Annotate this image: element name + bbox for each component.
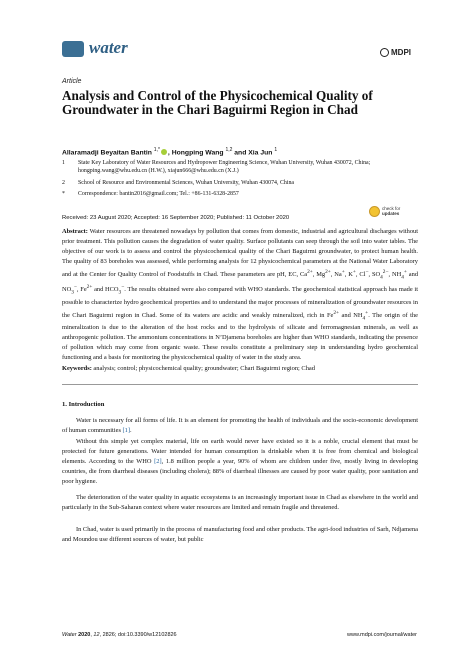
author-and: and — [234, 149, 247, 157]
abstract-sup: 2+ — [333, 309, 340, 316]
abstract-sup: 2− — [382, 269, 389, 275]
abstract-sup: 2+ — [86, 284, 93, 291]
affiliation-text: School of Resource and Environmental Sciences, Wuhan University, Wuhan 430074, China — [78, 180, 295, 186]
abstract-sup: 2+ — [307, 269, 313, 275]
paragraph-text: Without this simple yet complex material, life on earth would never have existed so it is a noble, crucial element that must be protected for future generations. Water intended for human consumption is drinkable when it is free from chemical and biological elements. According to the WHO — [62, 438, 418, 465]
abstract-text: and NO — [62, 271, 419, 294]
paper-title: Analysis and Control of the Physicochemical Quality of Groundwater in the Chari Baguirmi Region in Chad — [62, 88, 373, 118]
abstract-text: , NH — [388, 271, 402, 279]
author-list: Allaramadji Beyaitan Bantin $^{1,*}$ , Hongping Wang $^{1,2}$ and Xia Jun $^1$ — [62, 147, 278, 157]
abstract-sup: + — [341, 269, 345, 275]
journal-name: water — [89, 38, 128, 57]
abstract-sub: 4 — [380, 274, 383, 281]
affiliation-text: State Key Laboratory of Water Resources and Hydropower Engineering Science, Wuhan University, Wuhan 430072, China; hongping.wang@whu.edu.cn (H.W.), xiajun666@whu.edu.cn (X.J.) — [78, 160, 371, 174]
publisher-logo — [380, 46, 414, 58]
abstract-text: , Mg — [312, 271, 326, 279]
abstract-sup: + — [365, 309, 369, 316]
affiliation-number: 2 — [62, 180, 65, 186]
affiliation — [62, 179, 422, 187]
author-sup: 1 — [274, 147, 278, 153]
keywords — [62, 364, 418, 374]
orcid-icon[interactable] — [161, 149, 167, 155]
abstract-sup: − — [73, 284, 77, 291]
abstract-text: and HCO — [92, 286, 119, 294]
footer-volume: 12 — [93, 632, 100, 638]
abstract-text: , Fe — [76, 286, 87, 294]
check-updates-line2: updates — [382, 211, 400, 216]
abstract-text: , Na — [330, 271, 342, 279]
abstract-sup: + — [403, 269, 407, 275]
publication-dates: Received: 23 August 2020; Accepted: 16 September 2020; Published: 11 October 2020 — [62, 215, 290, 221]
abstract-sub: 3 — [71, 289, 74, 296]
keywords-text: analysis; control; physicochemical quality; groundwater; Chari Baguirmi region; Chad — [91, 365, 315, 372]
abstract-sup: + — [352, 269, 356, 275]
keywords-label: Keywords: — [62, 365, 92, 372]
abstract-sup: − — [365, 269, 369, 275]
abstract-text: , K — [344, 271, 353, 279]
affiliation-number: * — [62, 191, 65, 197]
abstract-label: Abstract: — [62, 228, 88, 235]
section-heading: 1. Introduction — [62, 401, 105, 408]
publisher-name: MDPI — [391, 47, 411, 57]
author-sup: 1,2 — [225, 147, 233, 153]
footer-url[interactable]: www.mdpi.com/journal/water — [347, 632, 417, 638]
affiliation-number: 1 — [62, 160, 65, 166]
author-sup: 1,* — [153, 147, 160, 153]
citation-link[interactable]: [2] — [154, 458, 162, 465]
paragraph-text: , 1.8 million people a year, 90% of whom are children under five, mostly living in developing countries, die from diarrheal diseases (including cholera); 88% of diarrheal illnesses are caused by poor water quality, poor sanitation and poor hygiene. — [62, 458, 418, 485]
abstract-text: Water resources are threatened nowadays by pollution that comes from domestic, industrial and agricultural discharges without prior treatment. This pollution causes the degradation of water quality. Surface pollutants can seep through the soil into water tables. The objective of our work is to assess and control the physicochemical quality of the Chari Baguirmi groundwater, to protect human health. The quality of 83 boreholes was assessed, while performing analysis for 12 physicochemical parameters at the National Water Laboratory and at the Center for Quality Control of Foodstuffs in Chad. These parameters are pH, EC, Ca — [62, 228, 418, 279]
abstract-sup: 2+ — [325, 269, 331, 275]
section-divider — [62, 384, 418, 385]
abstract-text: , Cl — [355, 271, 366, 279]
check-for-updates-button[interactable] — [369, 202, 413, 220]
author-name[interactable]: Allaramadji Beyaitan Bantin — [62, 149, 152, 157]
footer-citation: Water 2020, 12, 2826; doi:10.3390/w12102826 — [62, 632, 177, 638]
paragraph-text: . — [129, 427, 132, 434]
abstract-sub: 4 — [401, 274, 404, 281]
check-updates-line1: check for — [382, 206, 401, 211]
abstract-text: , SO — [368, 271, 381, 279]
abstract-sub: 3 — [118, 289, 122, 296]
author-name[interactable]: Xia Jun — [248, 149, 273, 157]
mdpi-mark-icon — [380, 48, 389, 57]
abstract-text: . The origin of the mineralization is due to the alteration of the host rocks and to the hydrolysis of silicate and ferromagnesian minerals, as well as anthropogenic pollution. The ammonium concentrations in N’Djamena boreholes are higher than WHO standards, indicating the presence of pollution which may come from organic waste. These results constitute a preliminary step in understanding hydro geochemical functioning and a basis for monitoring the physicochemical quality of water in the study area. — [62, 311, 418, 362]
correspondence-text: Correspondence: bantin2016@gmail.com; Tel.: +86-131-6328-2857 — [78, 191, 239, 197]
paragraph — [62, 416, 418, 436]
correspondence — [62, 190, 422, 198]
check-updates-icon — [369, 206, 380, 217]
article-type: Article — [62, 78, 82, 85]
abstract-text: . The results obtained were also compared with WHO standards. The geochemical statistical approach has made it possible to characterize hydro geochemical properties and to understand the major processes of mineralization of groundwater resources in the Chari Baguirmi region in Chad. Some of its waters are acidic and weakly mineralized, rich in Fe — [62, 286, 418, 319]
footer-year: 2020 — [78, 632, 91, 638]
paragraph: The deterioration of the water quality in aquatic ecosystems is an increasingly important issue in Chad as elsewhere in the world and particularly in the Sub-Saharan context where water resources are limited and remain fragile and threatened. — [62, 494, 418, 511]
paragraph: In Chad, water is used primarily in the process of manufacturing food and other products. The agri-food industries of Sarh, Ndjamena and Moundou use different sources of water, but public — [62, 526, 418, 543]
paragraph — [62, 437, 418, 487]
author-name[interactable]: Hongping Wang — [171, 149, 224, 157]
abstract-sub: 4 — [362, 315, 366, 322]
affiliation — [62, 159, 422, 175]
abstract-sup: − — [121, 284, 125, 291]
citation-link[interactable]: [1] — [122, 427, 130, 434]
abstract — [62, 227, 418, 363]
paragraph-text: Water is necessary for all forms of life. It is an element for promoting the health of individuals and the socio-economic development of human communities — [62, 417, 418, 434]
footer-journal: Water — [62, 632, 77, 638]
abstract-text: and NH — [339, 311, 363, 319]
footer-doi[interactable]: , 2826; doi:10.3390/w12102826 — [99, 632, 177, 638]
journal-logo-icon — [62, 41, 84, 57]
